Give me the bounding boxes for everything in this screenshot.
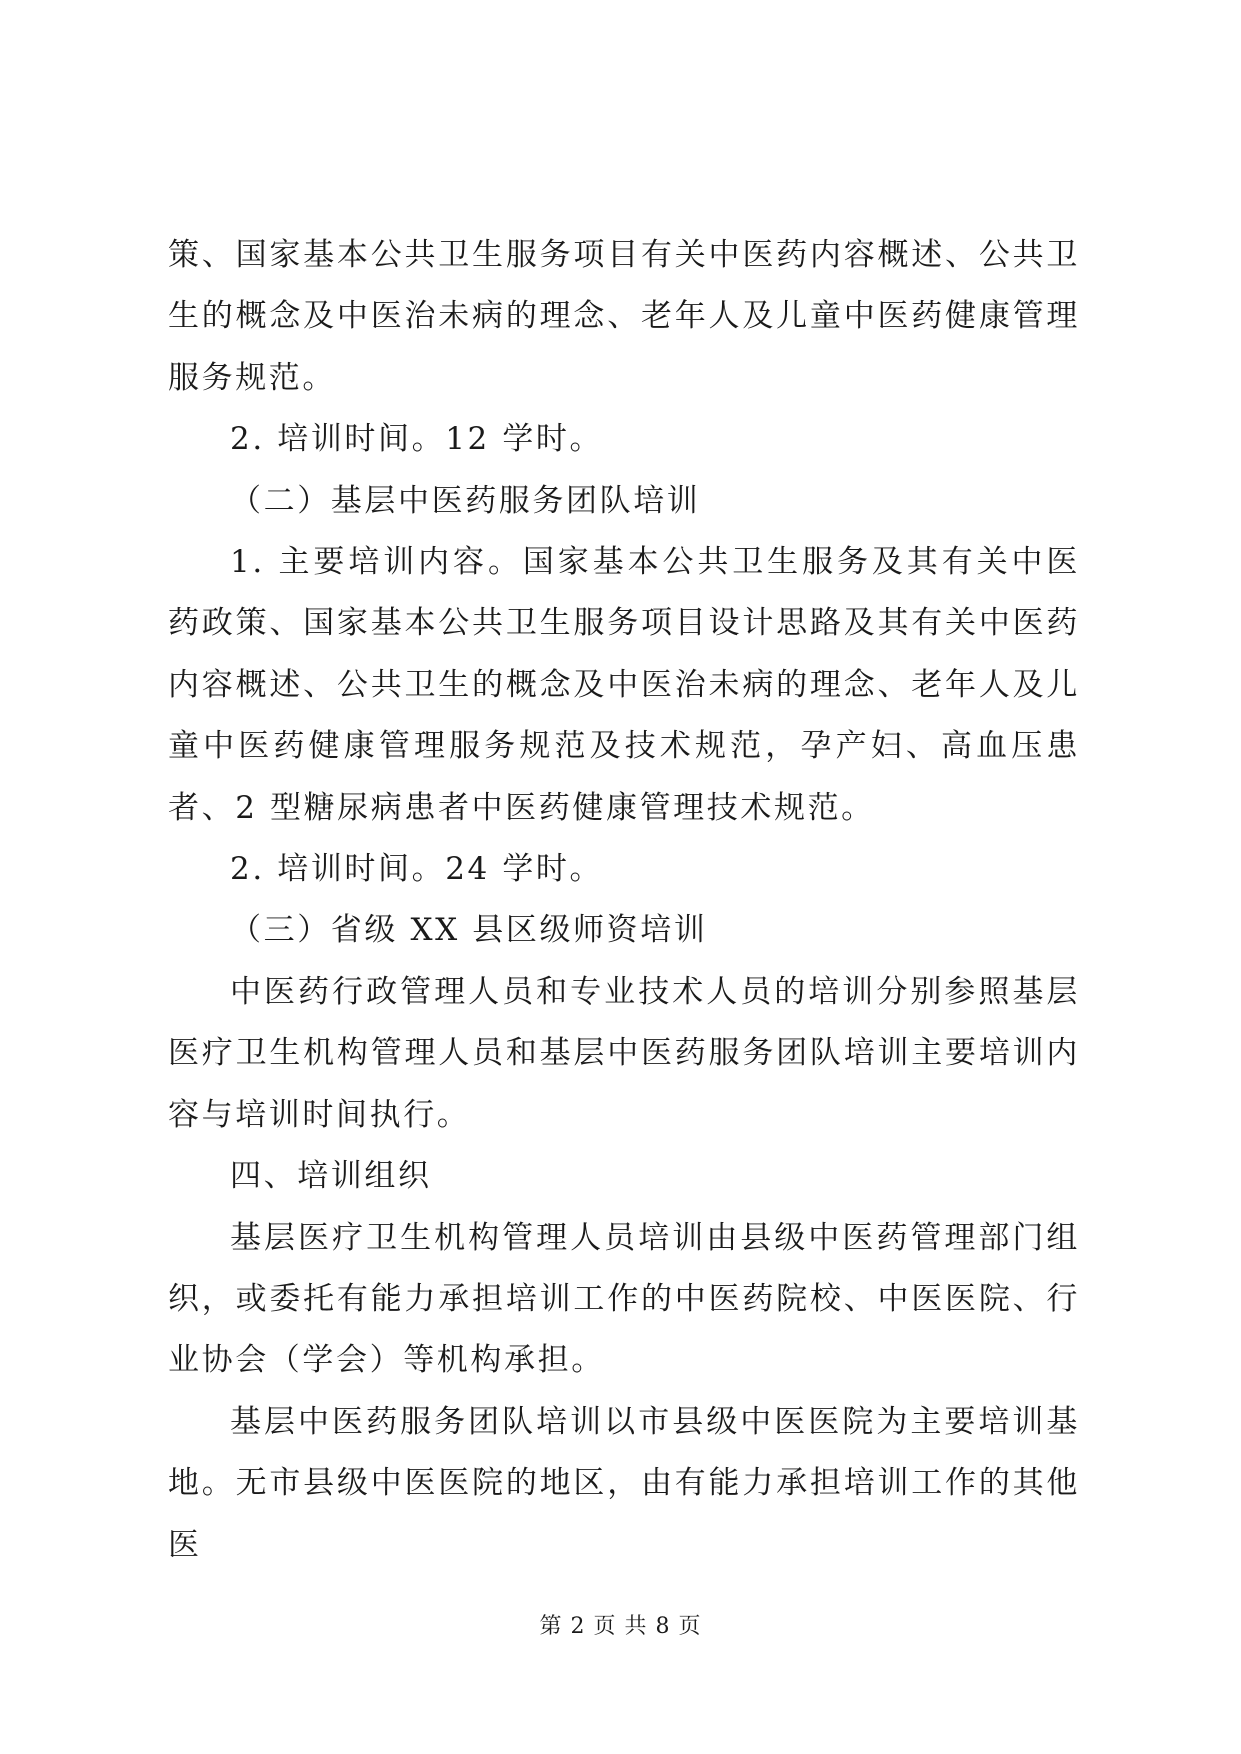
document-body <box>168 225 1080 1576</box>
paragraph-training-hours-12: 2. 培训时间。12 学时。 <box>230 421 604 458</box>
paragraph-organization: 基层医疗卫生机构管理人员培训由县级中医药管理部门组织，或委托有能力承担培训工作的中医药院校、中医医院、行业协会（学会）等机构承担。 <box>168 1219 1080 1379</box>
page-footer: 第 2 页 共 8 页 <box>539 1614 702 1639</box>
paragraph-teacher-training: 中医药行政管理人员和专业技术人员的培训分别参照基层医疗卫生机构管理人员和基层中医药服务团队培训主要培训内容与培训时间执行。 <box>168 973 1080 1133</box>
section-heading-4: 四、培训组织 <box>230 1158 432 1195</box>
section-heading-2: （二）基层中医药服务团队培训 <box>230 482 701 519</box>
paragraph-main-content: 1. 主要培训内容。国家基本公共卫生服务及其有关中医药政策、国家基本公共卫生服务项目设计思路及其有关中医药内容概述、公共卫生的概念及中医治未病的理念、老年人及儿童中医药健康管理服务规范及技术规范，孕产妇、高血压患者、2 型糖尿病患者中医药健康管理技术规范。 <box>168 544 1080 826</box>
section-heading-3: （三）省级 XX 县区级师资培训 <box>230 912 708 949</box>
paragraph-training-base: 基层中医药服务团队培训以市县级中医医院为主要培训基地。无市县级中医医院的地区，由有能力承担培训工作的其他医 <box>168 1403 1080 1563</box>
paragraph-training-hours-24: 2. 培训时间。24 学时。 <box>230 851 604 888</box>
paragraph-continuation: 策、国家基本公共卫生服务项目有关中医药内容概述、公共卫生的概念及中医治未病的理念、老年人及儿童中医药健康管理服务规范。 <box>168 237 1080 396</box>
